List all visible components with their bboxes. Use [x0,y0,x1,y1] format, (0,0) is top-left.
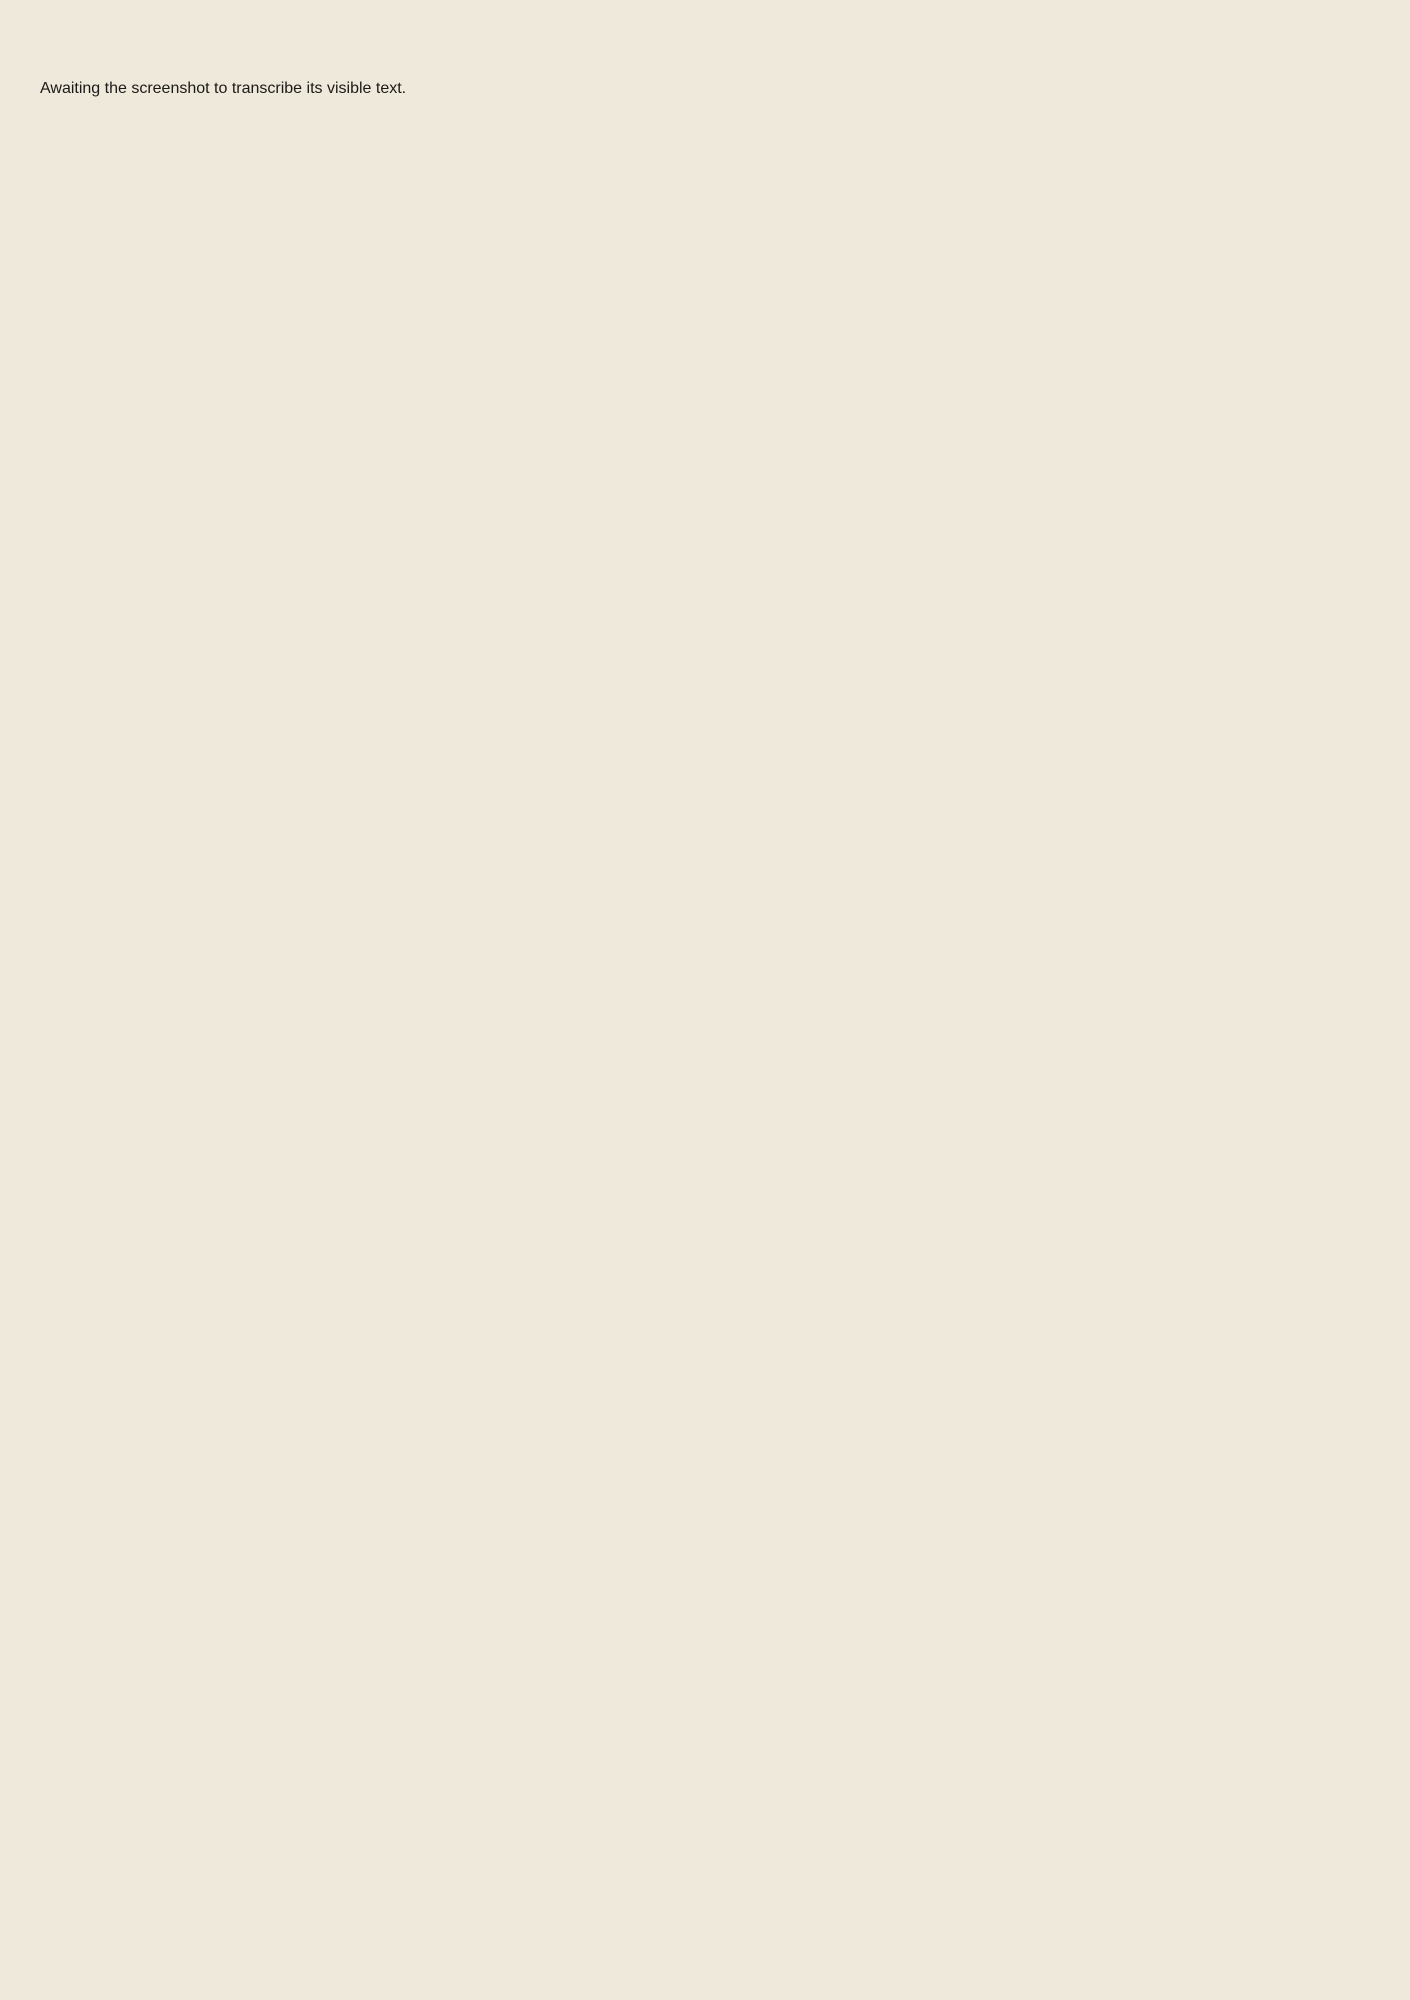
placeholder-note: Awaiting the screenshot to transcribe its visible text. [40,80,407,97]
